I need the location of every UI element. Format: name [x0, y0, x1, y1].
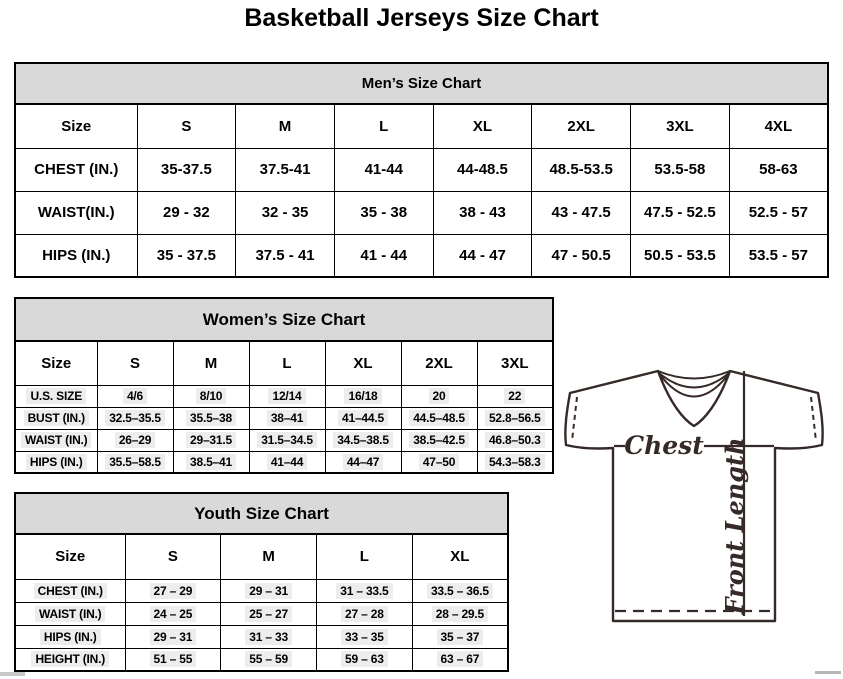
horizontal-scrollbar-thumb[interactable]: [0, 672, 25, 676]
value-text: 38.5–41: [186, 454, 236, 470]
row-label-text: HEIGHT (IN.): [31, 651, 109, 667]
value-cell: [221, 625, 317, 648]
horizontal-scrollbar-fragment[interactable]: [815, 671, 841, 674]
value-cell: 41 - 44: [334, 234, 433, 277]
value-cell: [412, 602, 508, 625]
value-cell: 47.5 - 52.5: [631, 191, 730, 234]
value-text: 27 – 29: [150, 583, 197, 599]
value-cell: [97, 407, 173, 429]
value-cell: 53.5 - 57: [729, 234, 828, 277]
value-cell: 52.5 - 57: [729, 191, 828, 234]
mens-size-header-cell: XL: [433, 104, 532, 148]
value-cell: [97, 385, 173, 407]
jersey-outline: [565, 371, 822, 621]
womens-size-header-cell: S: [97, 341, 173, 385]
value-cell: 50.5 - 53.5: [631, 234, 730, 277]
value-cell: 35-37.5: [137, 148, 236, 191]
value-text: 33.5 – 36.5: [427, 583, 493, 599]
value-cell: [317, 602, 413, 625]
value-cell: [401, 407, 477, 429]
value-cell: [125, 602, 221, 625]
value-text: 35 – 37: [437, 629, 484, 645]
mens-size-header-cell: 2XL: [532, 104, 631, 148]
value-cell: [221, 648, 317, 671]
youth-size-corner: Size: [15, 534, 125, 579]
value-cell: [317, 648, 413, 671]
value-text: 29 – 31: [150, 629, 197, 645]
value-text: 35.5–58.5: [105, 454, 165, 470]
value-text: 27 – 28: [341, 606, 388, 622]
value-cell: [325, 385, 401, 407]
youth-size-header-cell: XL: [412, 534, 508, 579]
value-text: 29–31.5: [186, 432, 236, 448]
value-text: 29 – 31: [245, 583, 292, 599]
value-cell: [317, 579, 413, 602]
value-text: 38.5–42.5: [409, 432, 469, 448]
value-text: 46.8–50.3: [485, 432, 545, 448]
row-label-cell: [15, 429, 97, 451]
value-cell: [477, 407, 553, 429]
row-label-text: U.S. SIZE: [26, 388, 86, 404]
value-text: 24 – 25: [150, 606, 197, 622]
value-text: 44–47: [343, 454, 383, 470]
value-text: 28 – 29.5: [432, 606, 488, 622]
row-label-cell: [15, 451, 97, 473]
value-cell: [401, 429, 477, 451]
value-cell: [325, 451, 401, 473]
front-length-label: Front Length: [720, 437, 749, 615]
value-text: 41–44.5: [338, 410, 388, 426]
womens-size-corner: Size: [15, 341, 97, 385]
value-cell: [325, 429, 401, 451]
row-label-cell: [15, 648, 125, 671]
value-text: 32.5–35.5: [105, 410, 165, 426]
value-cell: 58-63: [729, 148, 828, 191]
mens-size-header-cell: M: [236, 104, 335, 148]
value-text: 44.5–48.5: [409, 410, 469, 426]
value-cell: [412, 579, 508, 602]
cuff-dash-right: [811, 397, 816, 441]
value-text: 22: [504, 388, 525, 404]
value-cell: 35 - 37.5: [137, 234, 236, 277]
value-cell: [249, 385, 325, 407]
value-cell: 32 - 35: [236, 191, 335, 234]
value-text: 31.5–34.5: [257, 432, 317, 448]
value-text: 26–29: [115, 432, 155, 448]
mens-table-title: Men’s Size Chart: [15, 63, 828, 104]
value-cell: [249, 429, 325, 451]
row-label-text: BUST (IN.): [24, 410, 89, 426]
value-cell: 29 - 32: [137, 191, 236, 234]
cuff-dash-left: [572, 397, 577, 441]
mens-size-header-cell: 3XL: [631, 104, 730, 148]
youth-table-title: Youth Size Chart: [15, 493, 508, 534]
value-text: 59 – 63: [341, 651, 388, 667]
row-label-text: CHEST (IN.): [34, 583, 107, 599]
row-label-cell: [15, 385, 97, 407]
value-cell: [325, 407, 401, 429]
value-cell: 41-44: [334, 148, 433, 191]
value-text: 54.3–58.3: [485, 454, 545, 470]
row-label-cell: [15, 407, 97, 429]
value-cell: 44 - 47: [433, 234, 532, 277]
value-text: 35.5–38: [186, 410, 236, 426]
row-label-text: HIPS (IN.): [40, 629, 101, 645]
value-cell: [173, 385, 249, 407]
value-text: 41–44: [267, 454, 307, 470]
value-text: 12/14: [268, 388, 305, 404]
value-cell: [173, 407, 249, 429]
value-text: 8/10: [196, 388, 227, 404]
womens-size-header-cell: M: [173, 341, 249, 385]
value-text: 52.8–56.5: [485, 410, 545, 426]
mens-size-header-cell: L: [334, 104, 433, 148]
value-cell: 37.5-41: [236, 148, 335, 191]
value-text: 63 – 67: [437, 651, 484, 667]
page-title: Basketball Jerseys Size Chart: [244, 4, 599, 32]
value-cell: [125, 579, 221, 602]
youth-size-header-cell: L: [317, 534, 413, 579]
value-text: 20: [429, 388, 450, 404]
value-text: 16/18: [344, 388, 381, 404]
youth-size-table: [14, 492, 509, 672]
value-text: 33 – 35: [341, 629, 388, 645]
row-label-cell: WAIST(IN.): [15, 191, 137, 234]
value-cell: [401, 451, 477, 473]
value-cell: [477, 429, 553, 451]
value-text: 31 – 33: [245, 629, 292, 645]
mens-size-corner: Size: [15, 104, 137, 148]
value-cell: 38 - 43: [433, 191, 532, 234]
value-cell: [401, 385, 477, 407]
row-label-cell: [15, 602, 125, 625]
value-cell: [173, 429, 249, 451]
value-cell: [477, 385, 553, 407]
value-text: 51 – 55: [150, 651, 197, 667]
jersey-diagram: [558, 362, 843, 627]
value-cell: [221, 602, 317, 625]
value-cell: [317, 625, 413, 648]
value-cell: [412, 625, 508, 648]
womens-size-header-cell: 2XL: [401, 341, 477, 385]
womens-size-header-cell: 3XL: [477, 341, 553, 385]
womens-size-header-cell: L: [249, 341, 325, 385]
value-text: 34.5–38.5: [333, 432, 393, 448]
row-label-text: WAIST (IN.): [21, 432, 91, 448]
row-label-text: HIPS (IN.): [26, 454, 87, 470]
value-text: 47–50: [419, 454, 459, 470]
youth-size-header-cell: S: [125, 534, 221, 579]
value-cell: [125, 625, 221, 648]
collar-ribbing: [658, 371, 730, 397]
row-label-cell: CHEST (IN.): [15, 148, 137, 191]
chest-label: Chest: [624, 431, 704, 460]
value-cell: 48.5-53.5: [532, 148, 631, 191]
value-cell: [97, 451, 173, 473]
value-text: 55 – 59: [245, 651, 292, 667]
value-cell: 37.5 - 41: [236, 234, 335, 277]
row-label-cell: HIPS (IN.): [15, 234, 137, 277]
mens-size-header-cell: S: [137, 104, 236, 148]
value-cell: 47 - 50.5: [532, 234, 631, 277]
value-text: 4/6: [123, 388, 147, 404]
value-cell: [221, 579, 317, 602]
value-cell: 53.5-58: [631, 148, 730, 191]
value-cell: [412, 648, 508, 671]
value-cell: 35 - 38: [334, 191, 433, 234]
mens-size-table: [14, 62, 829, 278]
value-cell: 43 - 47.5: [532, 191, 631, 234]
value-text: 25 – 27: [245, 606, 292, 622]
mens-size-header-cell: 4XL: [729, 104, 828, 148]
womens-size-table: [14, 297, 554, 474]
row-label-cell: [15, 579, 125, 602]
value-text: 38–41: [267, 410, 307, 426]
value-cell: [173, 451, 249, 473]
womens-table-title: Women’s Size Chart: [15, 298, 553, 341]
value-cell: [477, 451, 553, 473]
value-cell: [97, 429, 173, 451]
value-text: 31 – 33.5: [336, 583, 392, 599]
value-cell: 44-48.5: [433, 148, 532, 191]
row-label-text: WAIST (IN.): [35, 606, 105, 622]
womens-size-header-cell: XL: [325, 341, 401, 385]
youth-size-header-cell: M: [221, 534, 317, 579]
value-cell: [249, 451, 325, 473]
value-cell: [249, 407, 325, 429]
row-label-cell: [15, 625, 125, 648]
value-cell: [125, 648, 221, 671]
